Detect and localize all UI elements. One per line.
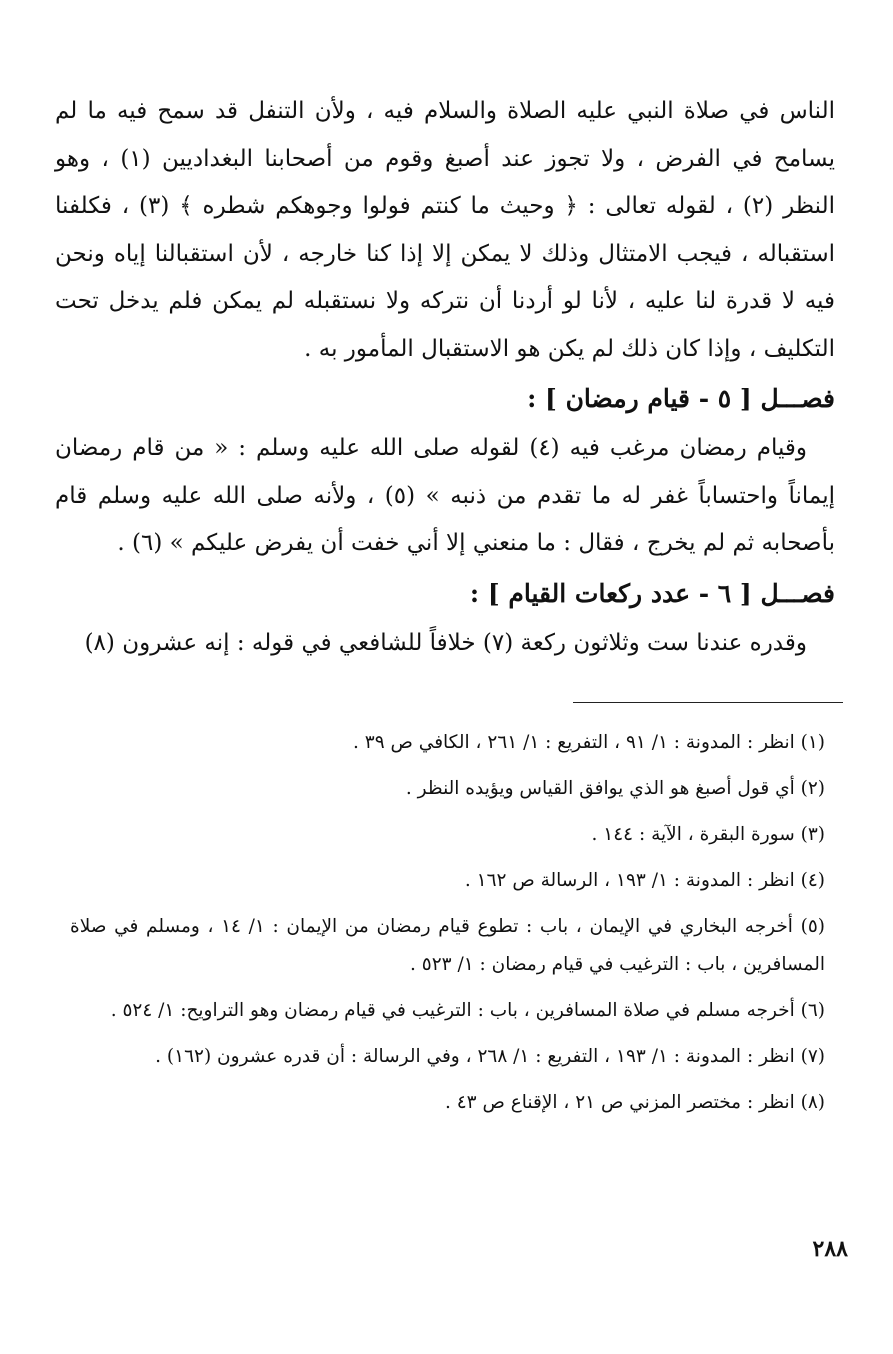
footnote-4: (٤) انظر : المدونة : ١/ ١٩٣ ، الرسالة ص ١٦٢ . xyxy=(464,870,825,891)
body-paragraph-1: الناس في صلاة النبي عليه الصلاة والسلام فيه ، ولأن التنفل قد سمح فيه ما لم يسامح في الفرض ، ولا تجوز عند أصبغ وقوم من أصحابنا البغداديين (١) ، وهو النظر (٢) ، لقوله تعالى : ﴿ وحيث ما كنتم فولوا وجوهكم شطره ﴾ (٣) ، فكلفنا استقباله ، فيجب الامتثال وذلك لا يمكن إلا إذا كنا خارجه ، لأن استقبالنا إياه ونحن فيه لا قدرة لنا عليه ، لأنا لو أردنا أن نتركه ولا نستقبله لم يمكن فلم يدخل تحت التكليف ، وإذا كان ذلك لم يكن هو الاستقبال المأمور به . xyxy=(55,98,835,362)
body-paragraph-2: وقيام رمضان مرغب فيه (٤) لقوله صلى الله عليه وسلم : « من قام رمضان إيماناً واحتساباً غفر له ما تقدم من ذنبه » (٥) ، ولأنه صلى الله عليه وسلم قام بأصحابه ثم لم يخرج ، فقال : ما منعني إلا أني خفت أن يفرض عليكم » (٦) . xyxy=(55,435,835,556)
section-heading-6: فصـــل [ ٦ - عدد ركعات القيام ] : xyxy=(469,578,835,608)
page-number: ٢٨٨ xyxy=(812,1236,848,1262)
footnote-3: (٣) سورة البقرة ، الآية : ١٤٤ . xyxy=(591,824,825,845)
footnote-separator xyxy=(573,702,843,703)
section-heading-5: فصـــل [ ٥ - قيام رمضان ] : xyxy=(527,384,835,413)
footnote-5: (٥) أخرجه البخاري في الإيمان ، باب : تطوع قيام رمضان من الإيمان : ١/ ١٤ ، ومسلم في صلاة المسافرين ، باب : الترغيب في قيام رمضان : ١/ ٥٢٣ . xyxy=(70,916,825,975)
body-paragraph-3: وقدره عندنا ست وثلاثون ركعة (٧) خلافاً للشافعي في قوله : إنه عشرون (٨) xyxy=(84,629,807,656)
footnote-2: (٢) أي قول أصبغ هو الذي يوافق القياس ويؤيده النظر . xyxy=(405,778,825,799)
footnote-7: (٧) انظر : المدونة : ١/ ١٩٣ ، التفريع : ١/ ٢٦٨ ، وفي الرسالة : أن قدره عشرون (١٦٢) . xyxy=(155,1046,825,1067)
footnote-6: (٦) أخرجه مسلم في صلاة المسافرين ، باب : الترغيب في قيام رمضان وهو التراويح: ١/ ٥٢٤ . xyxy=(110,1000,825,1021)
footnote-1: (١) انظر : المدونة : ١/ ٩١ ، التفريع : ١/ ٢٦١ ، الكافي ص ٣٩ . xyxy=(353,732,825,753)
footnote-8: (٨) انظر : مختصر المزني ص ٢١ ، الإقناع ص ٤٣ . xyxy=(444,1092,825,1113)
main-text xyxy=(55,88,835,667)
footnotes xyxy=(70,724,825,1130)
